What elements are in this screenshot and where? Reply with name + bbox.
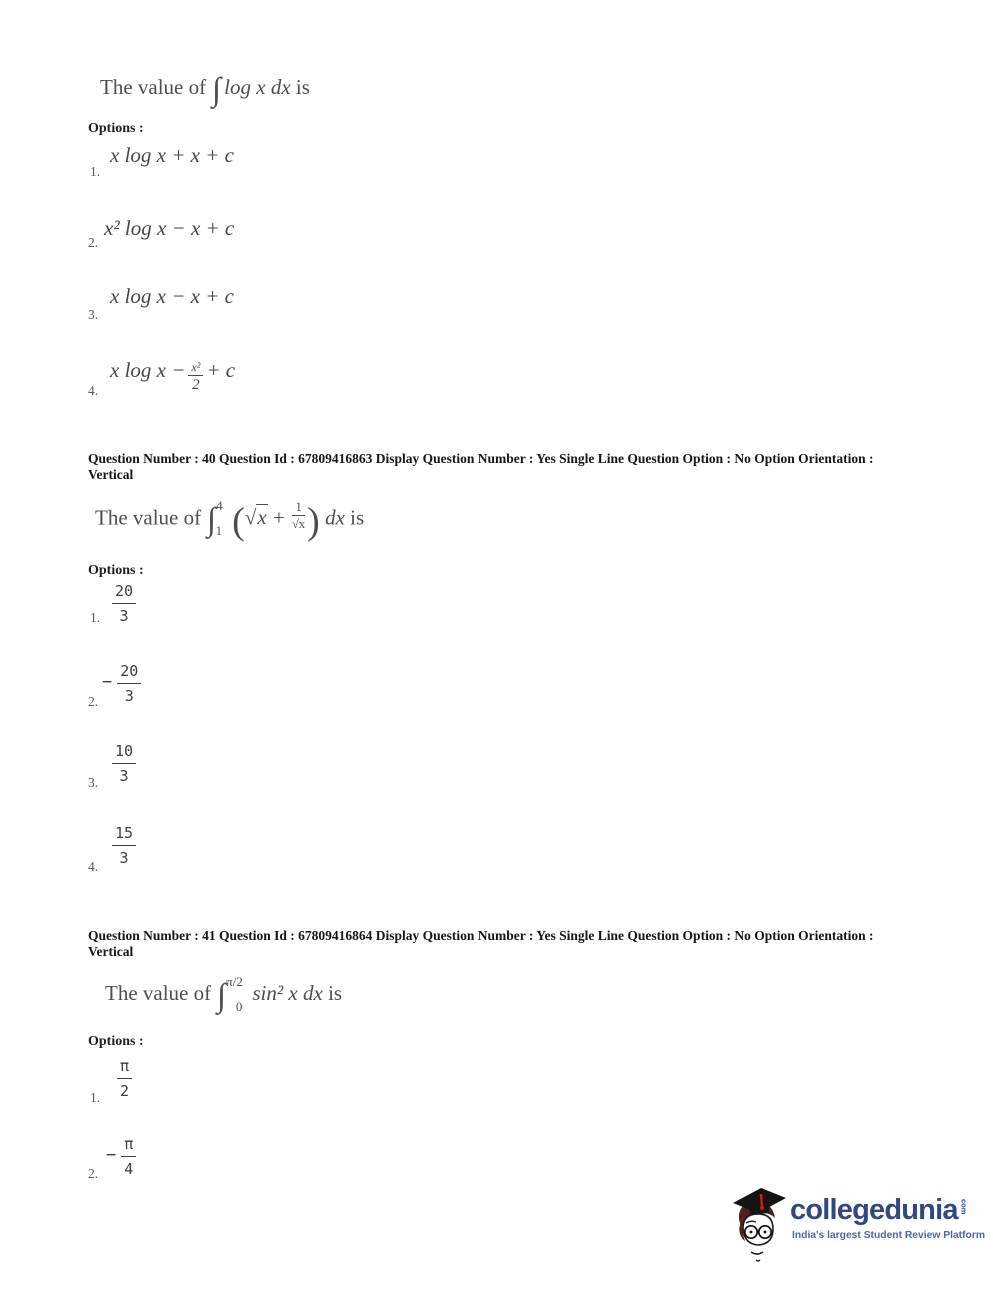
- options-label-q41: Options :: [88, 1034, 144, 1049]
- q41-option-2-value[interactable]: [106, 1134, 136, 1180]
- q41-option-1-number[interactable]: 1.: [90, 1090, 101, 1105]
- collegedunia-mascot-icon: [731, 1186, 787, 1264]
- question-40-prefix: The value of: [95, 505, 202, 530]
- fraction: 15 3: [112, 823, 136, 869]
- integral-icon: ∫: [207, 502, 217, 539]
- q40-option-4-value[interactable]: [112, 823, 136, 869]
- q41-option-2-number[interactable]: 2.: [88, 1166, 99, 1181]
- collegedunia-wordmark: collegedunia: [790, 1194, 958, 1226]
- question-41-meta: Question Number : 41 Question Id : 67809416864 Display Question Number : Yes Single Line Question Option : No Option Orientation : Vertical: [88, 928, 874, 959]
- options-label-q39: Options :: [88, 121, 144, 136]
- minus-sign: −: [106, 1145, 117, 1166]
- question-40-text: [95, 498, 365, 543]
- q39-option-4-pre: x log x −: [110, 358, 186, 382]
- question-41-text: [105, 974, 343, 1014]
- close-paren: ): [307, 500, 320, 543]
- question-39-prefix: The value of: [100, 75, 207, 99]
- question-40-suffix: is: [350, 505, 365, 530]
- q39-option-1-formula[interactable]: x log x + x + c: [110, 143, 234, 167]
- fraction: $\frac{\pi}{4}$: [121, 1134, 136, 1180]
- q39-option-4-formula[interactable]: [110, 358, 235, 394]
- fraction: $\frac{20}{3}$: [117, 661, 141, 707]
- question-41-prefix: The value of: [105, 981, 212, 1005]
- question-40-meta: Question Number : 40 Question Id : 67809416863 Display Question Number : Yes Single Line Question Option : No Option Orientation : Vertical: [88, 451, 874, 482]
- q39-option-3-number[interactable]: 3.: [88, 307, 99, 322]
- dx-term: dx: [325, 505, 345, 530]
- sqrt-arg: x: [257, 505, 267, 530]
- fraction: π 2: [117, 1056, 132, 1102]
- fraction: x² 2: [188, 361, 203, 394]
- question-39-integrand: log x dx: [224, 75, 291, 99]
- integral-icon: ∫: [217, 978, 227, 1014]
- q41-option-1-value[interactable]: [117, 1056, 132, 1102]
- open-paren: (: [232, 500, 245, 543]
- minus-sign: −: [102, 672, 113, 693]
- collegedunia-tld: com: [959, 1199, 969, 1215]
- radical-icon: √: [244, 505, 257, 530]
- question-39-suffix: is: [295, 75, 310, 99]
- fraction: 20 3: [112, 581, 136, 627]
- question-39-text: [100, 74, 310, 107]
- fraction: 10 3: [112, 741, 136, 787]
- q40-option-1-value[interactable]: [112, 581, 136, 627]
- q39-option-2-formula[interactable]: x² log x − x + c: [104, 216, 235, 240]
- collegedunia-logo[interactable]: [731, 1186, 985, 1266]
- q40-option-3-number[interactable]: 3.: [88, 775, 99, 790]
- options-label-q40: Options :: [88, 563, 144, 578]
- question-41-suffix: is: [328, 981, 343, 1005]
- lower-limit: 0: [235, 999, 243, 1014]
- question-41-integrand: sin² x dx: [252, 981, 323, 1005]
- collegedunia-tagline: India's largest Student Review Platform: [792, 1230, 985, 1241]
- q40-option-3-value[interactable]: [112, 741, 136, 787]
- q39-option-1-number[interactable]: 1.: [90, 164, 101, 179]
- upper-limit: π/2: [226, 974, 243, 989]
- q39-option-4-number[interactable]: 4.: [88, 383, 99, 398]
- upper-limit: 4: [216, 498, 223, 514]
- q39-option-3-formula[interactable]: x log x − x + c: [110, 284, 234, 308]
- q40-option-2-number[interactable]: 2.: [88, 694, 99, 709]
- plus-sign: +: [272, 505, 285, 530]
- q40-option-4-number[interactable]: 4.: [88, 859, 99, 874]
- fraction: $\frac{1}{√x}$: [292, 500, 306, 532]
- q40-option-1-number[interactable]: 1.: [90, 610, 101, 625]
- lower-limit: 1: [215, 523, 223, 539]
- integral-icon: ∫: [212, 72, 222, 108]
- q39-option-2-number[interactable]: 2.: [88, 235, 99, 250]
- q39-option-4-post: + c: [206, 358, 236, 382]
- q40-option-2-value[interactable]: [102, 661, 141, 707]
